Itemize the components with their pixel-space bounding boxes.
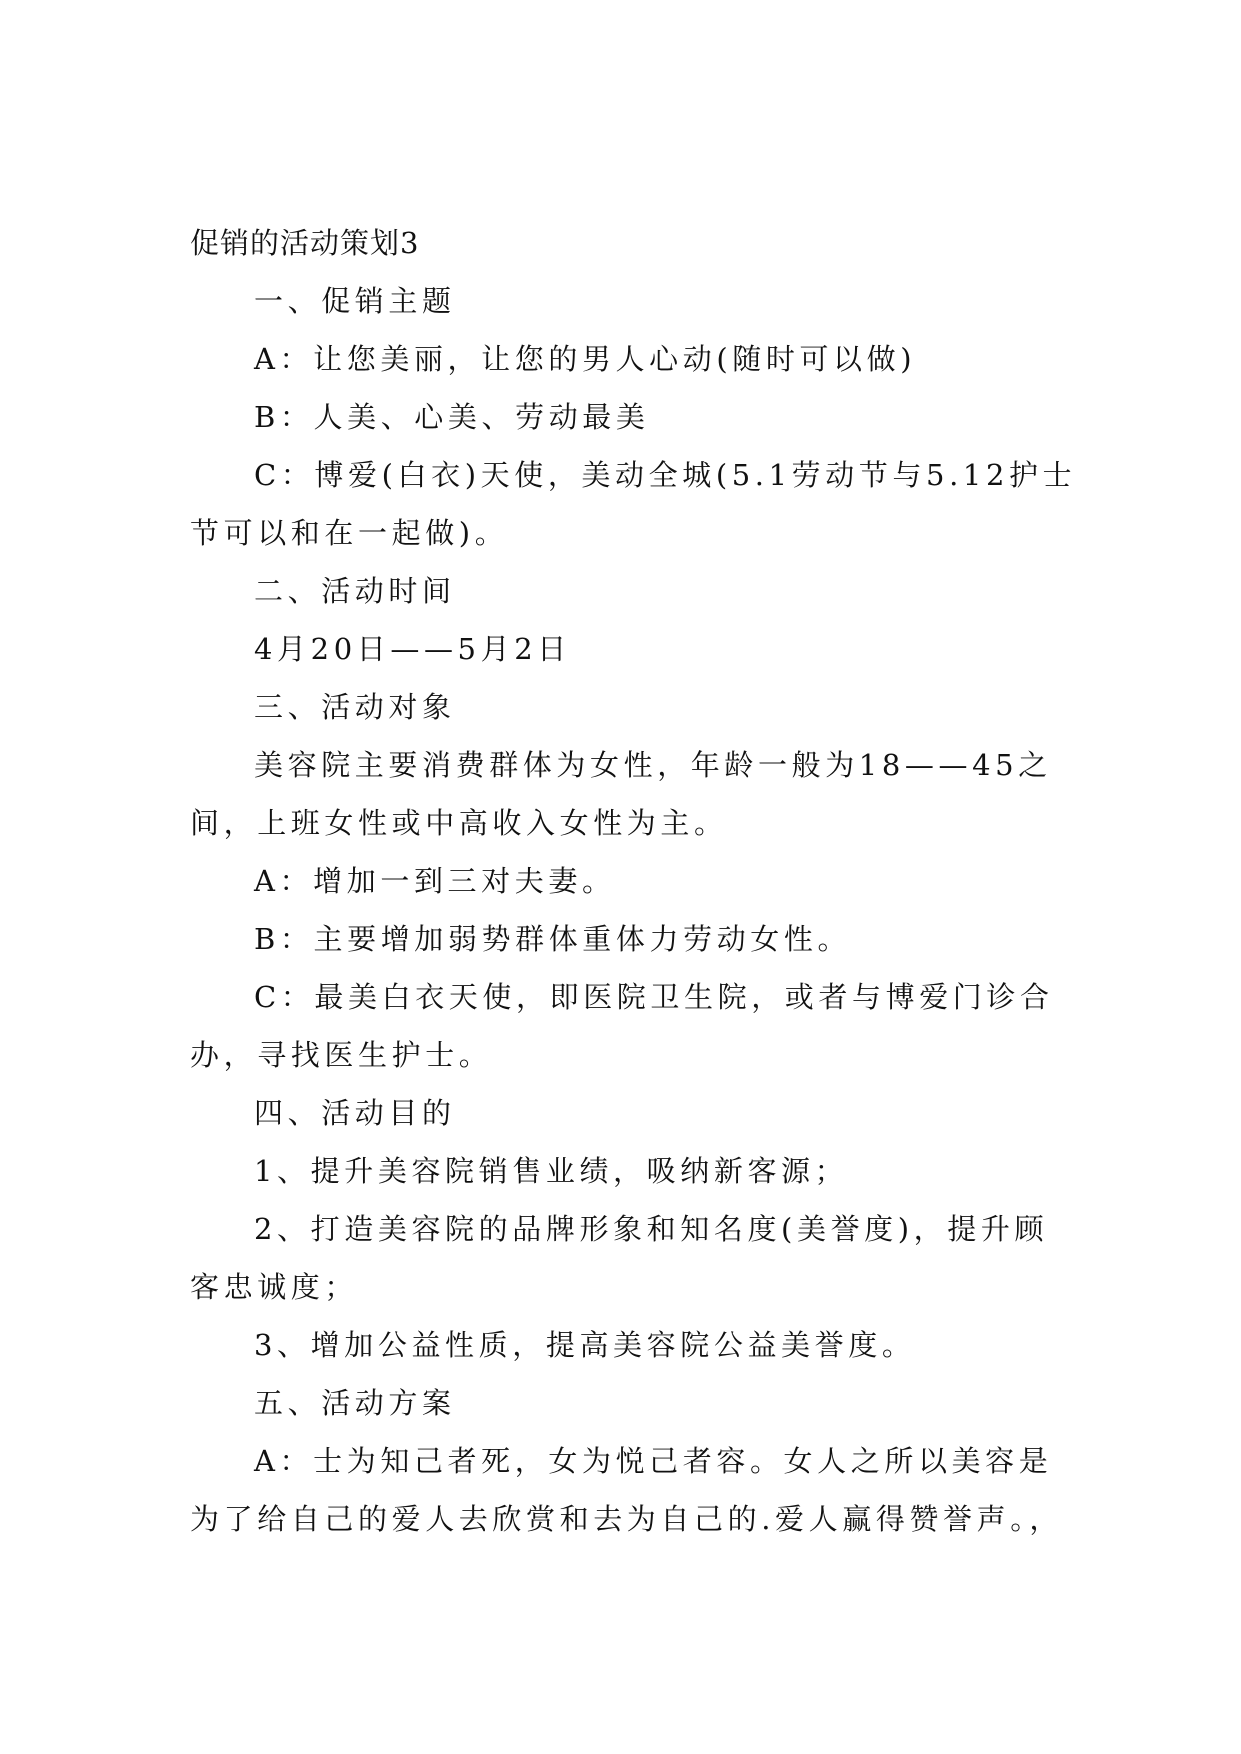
theme-option-c: C：博爱(白衣)天使，美动全城(5.1劳动节与5.12护士	[254, 458, 1077, 492]
plan-option-a-continued: 为了给自己的爱人去欣赏和去为自己的.爱人赢得赞誉声。，	[190, 1502, 1063, 1536]
purpose-item-3: 3、增加公益性质，提高美容院公益美誉度。	[254, 1328, 916, 1362]
purpose-item-2-continued: 客忠诚度；	[190, 1270, 359, 1304]
purpose-item-2: 2、打造美容院的品牌形象和知名度(美誉度)，提升顾	[254, 1212, 1049, 1246]
section-heading-activity-plan: 五、活动方案	[254, 1386, 456, 1420]
theme-option-c-continued: 节可以和在一起做)。	[190, 516, 509, 550]
target-option-c: C：最美白衣天使，即医院卫生院，或者与博爱门诊合	[254, 980, 1054, 1014]
section-heading-activity-purpose: 四、活动目的	[254, 1096, 456, 1130]
theme-option-a: A：让您美丽，让您的男人心动(随时可以做)	[254, 342, 917, 376]
purpose-item-1: 1、提升美容院销售业绩，吸纳新客源；	[254, 1154, 849, 1188]
target-option-b: B：主要增加弱势群体重体力劳动女性。	[254, 922, 852, 956]
target-description-continued: 间，上班女性或中高收入女性为主。	[190, 806, 728, 840]
target-option-a: A：增加一到三对夫妻。	[254, 864, 616, 898]
section-heading-promotion-theme: 一、促销主题	[254, 284, 456, 318]
target-option-c-continued: 办，寻找医生护士。	[190, 1038, 493, 1072]
section-heading-activity-target: 三、活动对象	[254, 690, 456, 724]
section-heading-activity-time: 二、活动时间	[254, 574, 456, 608]
plan-option-a: A：士为知己者死，女为悦己者容。女人之所以美容是	[254, 1444, 1053, 1478]
document-title: 促销的活动策划3	[190, 226, 420, 260]
document-page	[190, 214, 1077, 1548]
activity-date-range: 4月20日——5月2日	[254, 632, 571, 666]
target-description: 美容院主要消费群体为女性，年龄一般为18——45之	[254, 748, 1052, 782]
theme-option-b: B：人美、心美、劳动最美	[254, 400, 650, 434]
